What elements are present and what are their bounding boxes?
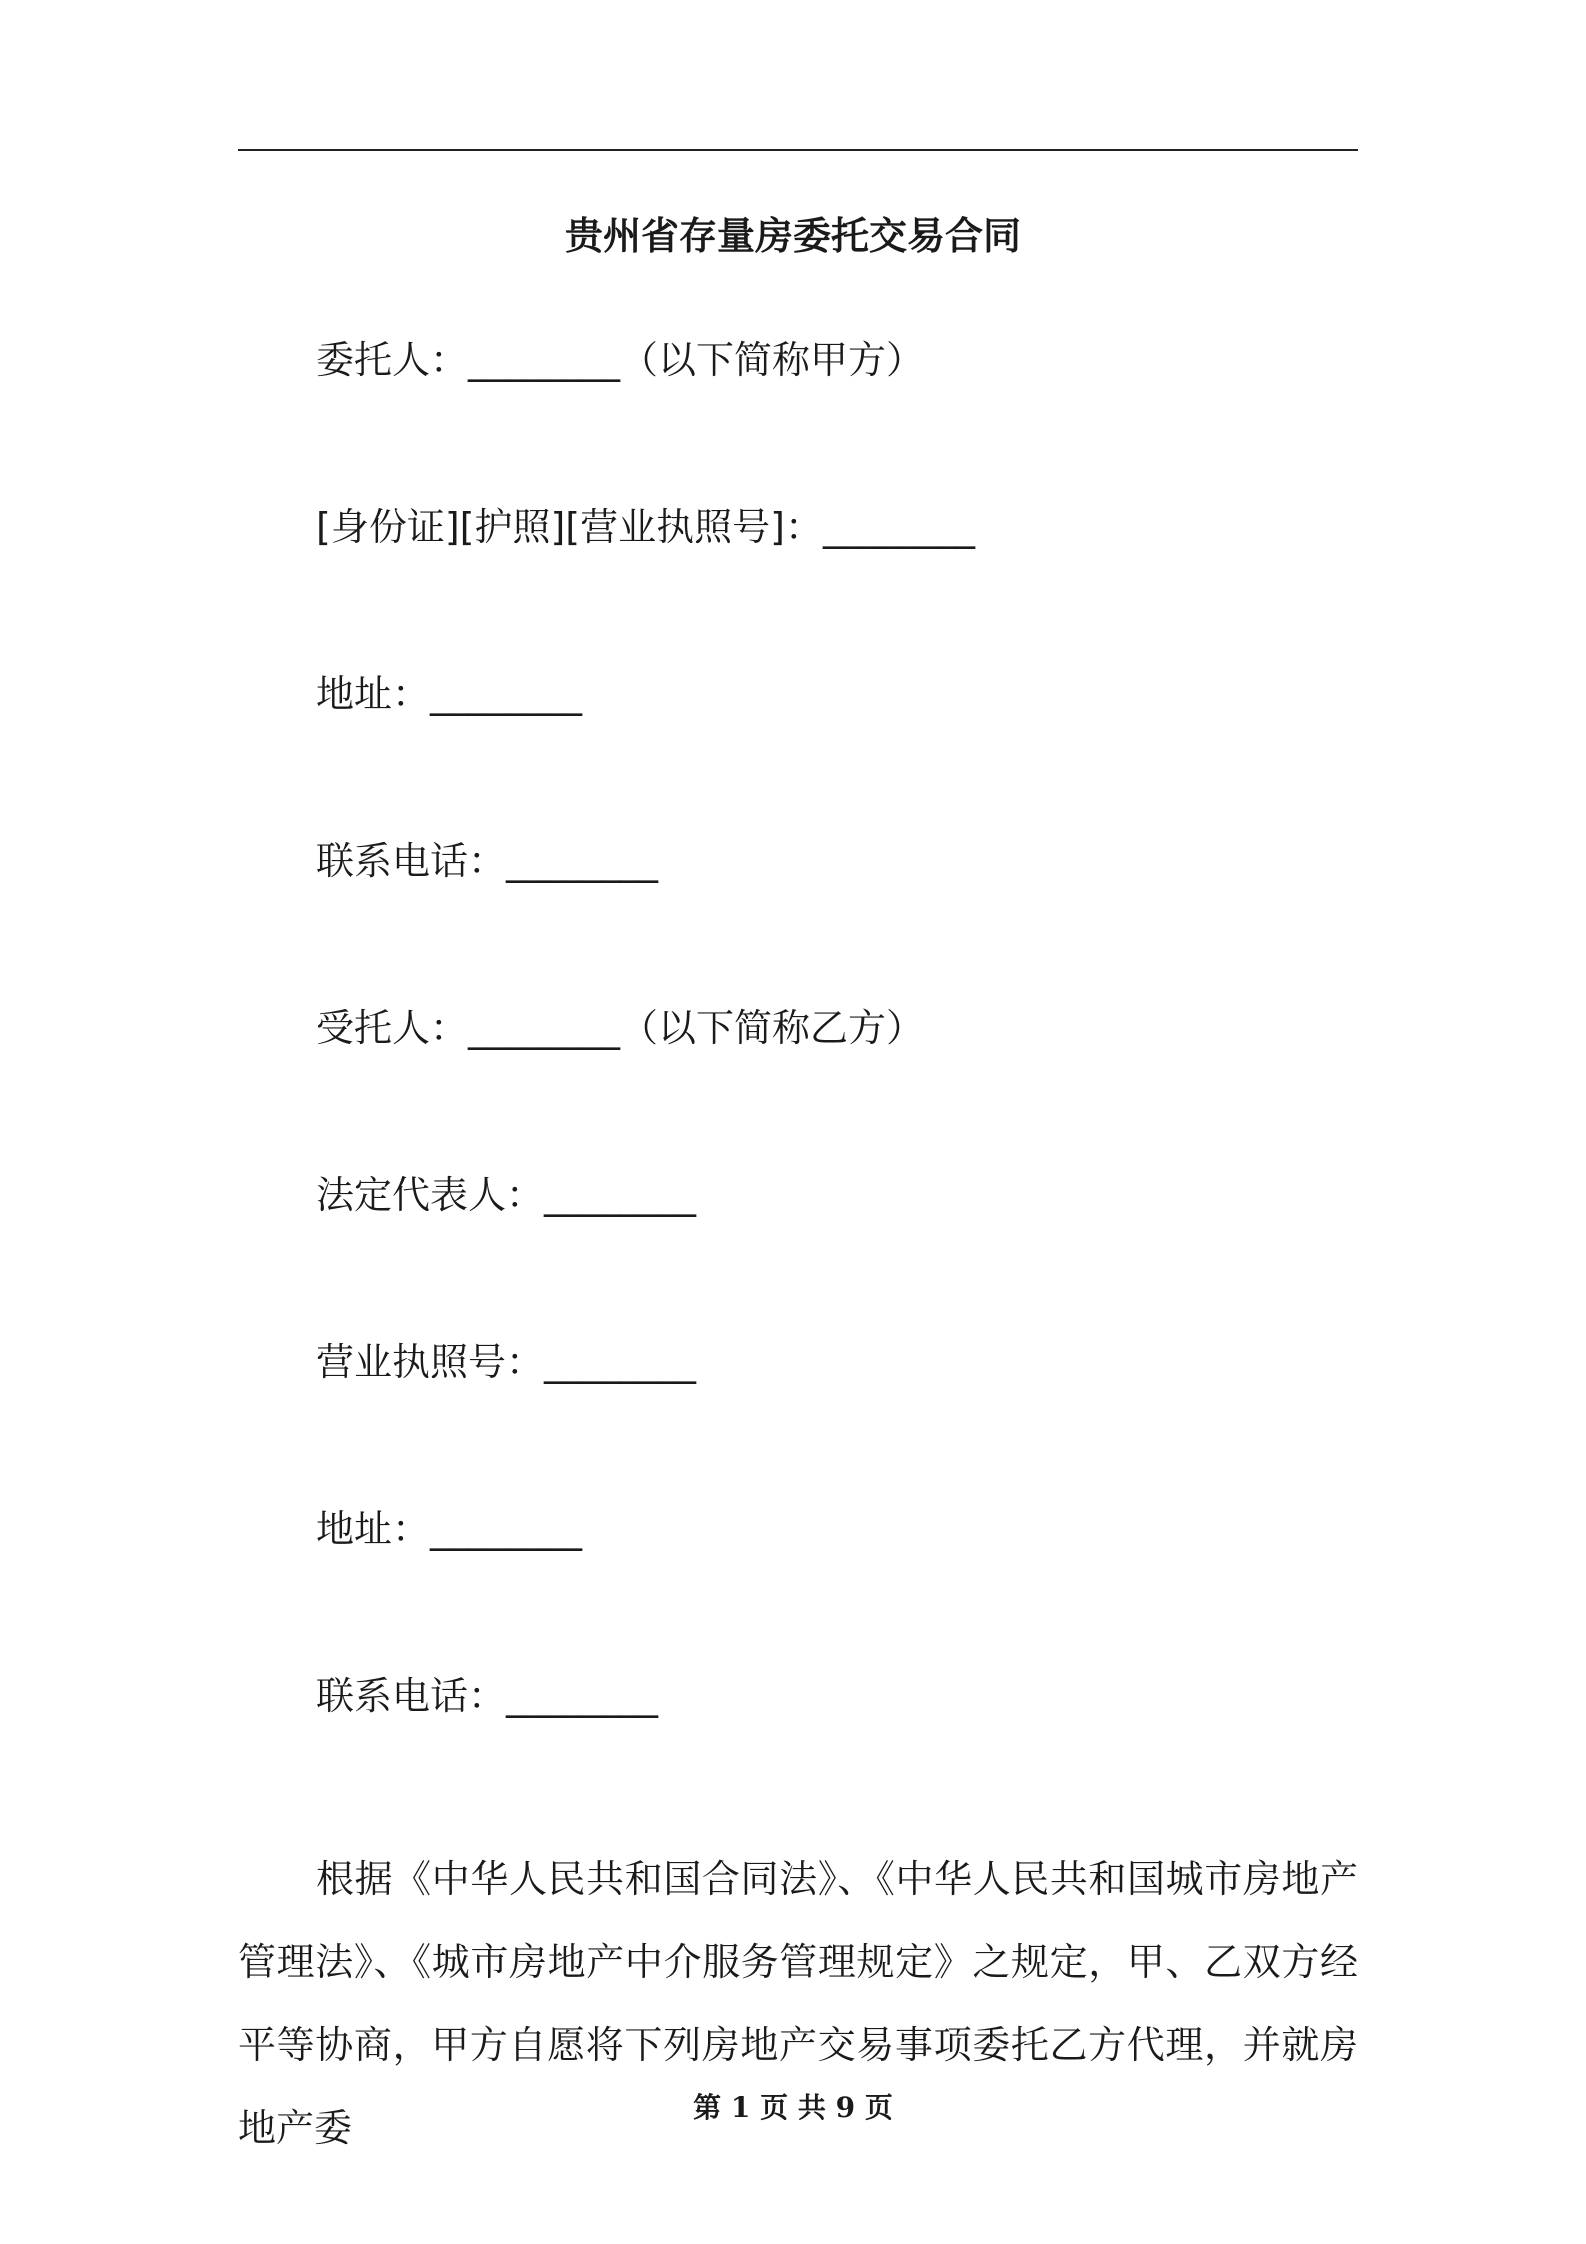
document-title: 贵州省存量房委托交易合同 <box>564 214 1021 258</box>
field-phone-b: 联系电话：________ <box>316 1674 659 1718</box>
field-business-license: 营业执照号：________ <box>316 1340 697 1384</box>
field-trustee: 受托人：________（以下简称乙方） <box>316 1006 925 1050</box>
field-id-number: [身份证][护照][营业执照号]：________ <box>316 505 975 549</box>
page-footer: 第 1 页 共 9 页 <box>693 2091 893 2124</box>
header-rule <box>238 149 1358 151</box>
field-phone-a: 联系电话：________ <box>316 839 659 883</box>
field-entrusting-party: 委托人：________（以下简称甲方） <box>316 338 925 382</box>
field-legal-representative: 法定代表人：________ <box>316 1173 697 1217</box>
field-address-b: 地址：________ <box>316 1507 583 1551</box>
body-paragraph: 根据《中华人民共和国合同法》、《中华人民共和国城市房地产管理法》、《城市房地产中介服务管理规定》之规定，甲、乙双方经平等协商，甲方自愿将下列房地产交易事项委托乙方代理，并就房地产委 <box>238 1857 1358 2150</box>
field-address-a: 地址：________ <box>316 672 583 716</box>
